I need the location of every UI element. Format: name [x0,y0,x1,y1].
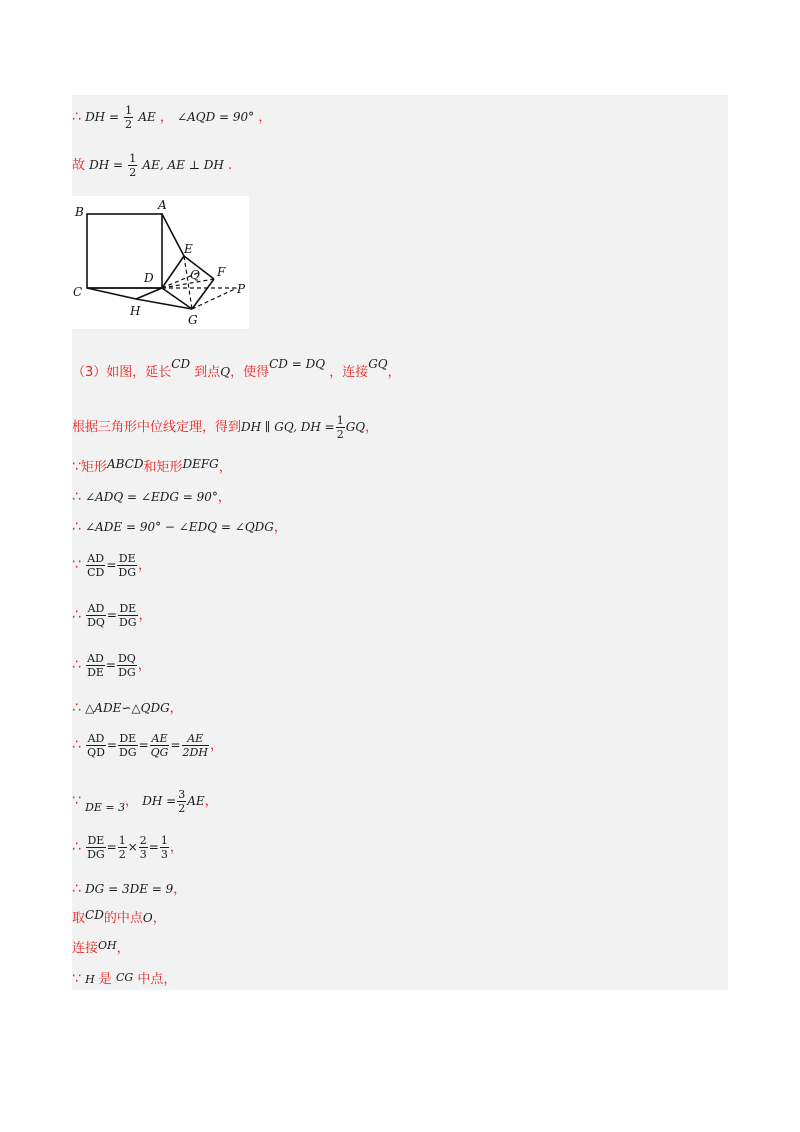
line-9 [72,602,152,629]
label-p: P [237,282,246,296]
equals: = [106,608,117,622]
fraction: $\frac{1}{2}$ [118,834,126,861]
label-h: H [130,304,141,318]
label-e: E [184,242,193,256]
line-6 [72,490,231,504]
text: ， [125,794,139,809]
segment-ch [87,288,136,299]
text: 是 [98,972,112,987]
equals: = [105,658,116,672]
text: ， [137,658,151,673]
text: ， [169,701,183,716]
text: ， [138,608,152,623]
fraction: $\frac{DE}{DG}$ [118,602,137,629]
segment-ae [162,214,184,256]
punctuation: ， [258,110,272,125]
text: （3）如图，延长 [72,365,172,380]
line-18 [72,972,176,986]
label-c: C [73,285,83,299]
math-text: Q [220,365,231,379]
equals: = [106,738,117,752]
math-text: AE [138,110,156,124]
math-text: OH [98,939,117,952]
math-text: ABCD [106,457,144,471]
fraction: $\frac{DE}{DG}$ [87,834,105,861]
fraction: $\frac{1}{2}$ [129,152,137,179]
fraction: $\frac{2}{3}$ [139,834,147,861]
equals: = [148,840,159,854]
separator: ， [159,110,173,125]
therefore-symbol: ∴ [72,839,81,855]
geometry-diagram [72,196,249,329]
label-f: F [217,265,226,279]
math-text: DH = [89,158,124,172]
because-symbol: ∵ [72,557,81,573]
text: ， [137,558,151,573]
fraction: $\frac{AD}{QD}$ [87,732,105,759]
label-a: A [158,198,167,212]
math-text: O [142,911,153,925]
line-16 [72,908,166,926]
because-symbol: ∵ [72,971,81,987]
punctuation: . [228,158,233,173]
because-symbol: ∵ [72,459,81,475]
math-text: GQ [345,420,366,434]
text: 中点， [137,972,177,987]
label-b: B [75,205,84,219]
therefore-symbol: ∴ [72,737,81,753]
text: ， [387,365,401,380]
text: ，使得 [230,365,270,380]
text: 取 [72,911,86,926]
segment-hd [136,288,162,299]
text: ， [116,941,130,956]
text: ， [173,882,187,897]
line-1 [72,104,271,131]
math-text: H [85,973,95,986]
because-symbol: ∵ [72,793,81,809]
label-g: G [188,313,198,327]
line-15 [72,882,186,896]
fraction: $\frac{1}{3}$ [160,834,168,861]
math-text: AE, AE ⊥ DH [142,158,224,172]
text: 到点 [194,365,221,380]
text: 根据三角形中位线定理，得到 [72,420,242,435]
fraction: $\frac{DE}{DG}$ [118,732,137,759]
fraction: $\frac{DQ}{DG}$ [117,652,136,679]
line-3 [72,357,401,380]
text: ，连接 [329,365,369,380]
text: ， [217,490,231,505]
equals: = [170,738,181,752]
text: ， [169,840,183,855]
math-text: CD = DQ [269,357,326,371]
segment-ed [162,256,184,288]
line-12 [72,732,223,759]
text: 连接 [72,941,99,956]
line-14 [72,834,183,861]
line-4 [72,414,378,441]
math-text: DH = [85,110,120,124]
fraction: $\frac{AD}{DQ}$ [87,602,105,629]
therefore-symbol: ∴ [72,657,81,673]
math-text: ∠ADE = 90° − ∠EDQ = ∠QDG [85,520,274,534]
times: × [127,840,138,854]
fraction: $\frac{1}{2}$ [125,104,133,131]
line-17 [72,939,130,956]
text: ， [204,794,218,809]
fraction: $\frac{1}{2}$ [336,414,344,441]
text: ， [152,911,166,926]
label-q: Q [190,268,200,282]
text: 的中点 [103,911,143,926]
line-7 [72,520,287,534]
text: 和矩形 [143,460,183,475]
therefore-symbol: ∴ [72,607,81,623]
label-d: D [144,271,154,285]
math-text: CD [171,357,191,371]
math-text: ∠ADQ = ∠EDG = 90° [85,490,218,504]
text: ， [209,738,223,753]
therefore-symbol: ∴ [72,700,81,716]
line-5 [72,457,232,475]
fraction: $\frac{AE}{2DH}$ [182,732,208,759]
therefore-symbol: ∴ [72,519,81,535]
fraction: $\frac{AD}{DE}$ [87,652,104,679]
math-text: △ADE∽△QDG [85,701,170,715]
line-11 [72,701,183,715]
line-10 [72,652,151,679]
fraction: $\frac{AE}{QG}$ [150,732,169,759]
math-text: CG [115,971,134,984]
equals: = [106,840,117,854]
text: 故 [72,158,86,173]
therefore-symbol: ∴ [72,109,81,125]
equals: = [106,558,117,572]
math-text: CD [85,908,104,922]
fraction: $\frac{AD}{CD}$ [87,552,105,579]
fraction: $\frac{DE}{DG}$ [118,552,136,579]
math-text: GQ [368,357,388,371]
math-text: AE [187,794,205,808]
text: 矩形 [80,460,107,475]
line-8 [72,552,151,579]
fraction: $\frac{3}{2}$ [178,788,186,815]
math-text: DG = 3DE = 9 [85,882,174,896]
text: ， [273,520,287,535]
line-2 [72,152,232,179]
equals: = [138,738,149,752]
math-text: DH = [142,794,177,808]
text: ， [365,420,379,435]
line-13 [72,788,218,815]
therefore-symbol: ∴ [72,489,81,505]
text: ， [218,460,232,475]
therefore-symbol: ∴ [72,881,81,897]
segment-fg [192,279,214,309]
math-text: ∠AQD = 90° [177,110,255,124]
math-text: DE = 3 [85,801,126,814]
math-text: DEFG [182,457,219,471]
geometry-figure [72,196,249,329]
math-text: DH ∥ GQ, DH = [241,420,335,434]
